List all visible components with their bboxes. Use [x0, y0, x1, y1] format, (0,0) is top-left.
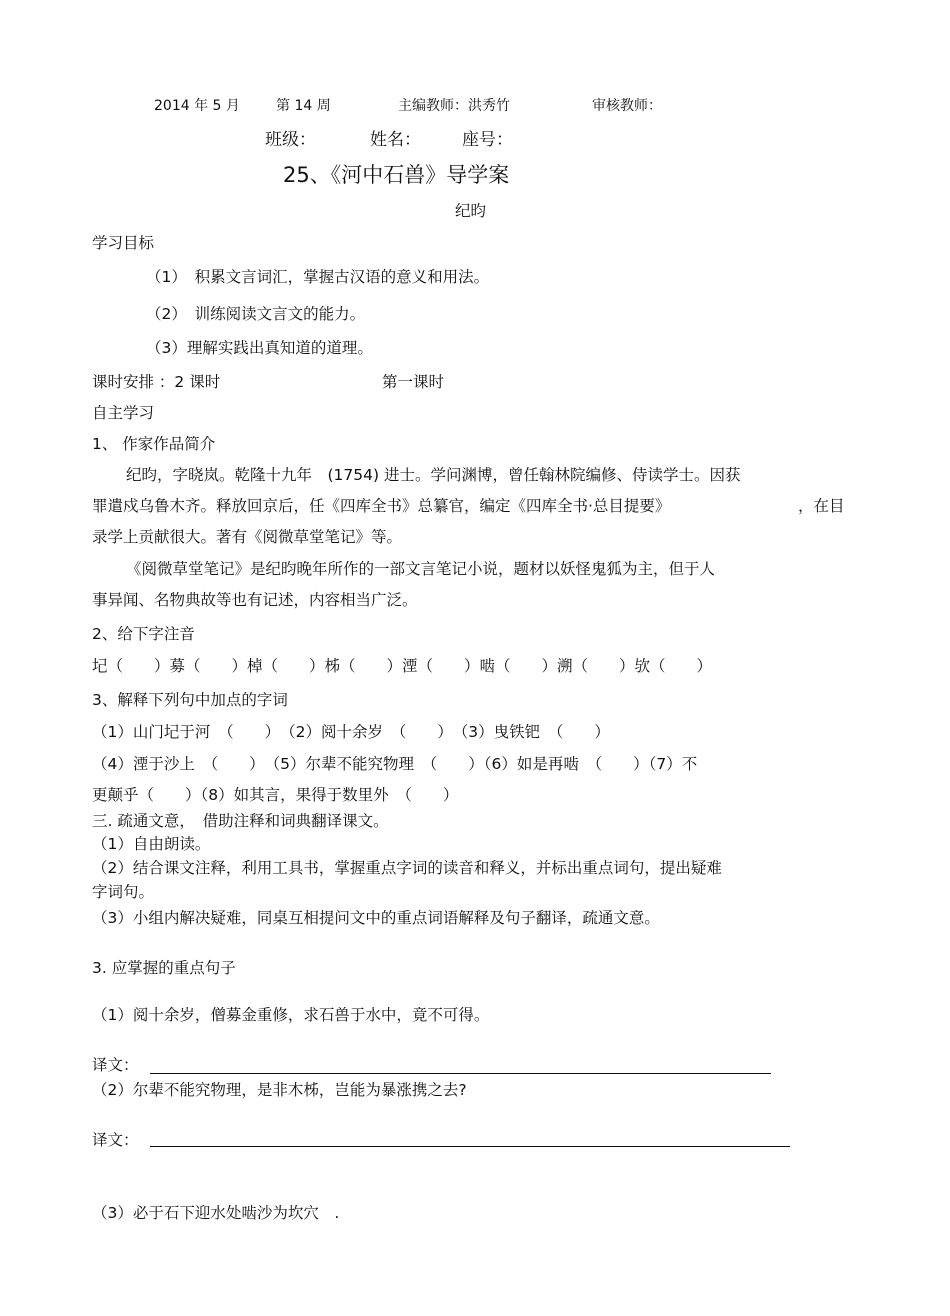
section4-item-3: （3）小组内解决疑难，同桌互相提问文中的重点词语解释及句子翻译，疏通文意。: [92, 909, 660, 927]
header-editor: 主编教师：洪秀竹: [398, 98, 510, 114]
self-study-heading: 自主学习: [92, 404, 155, 422]
objectives-heading: 学习目标: [92, 234, 155, 252]
section3-heading: 3、解释下列句中加点的字词: [92, 691, 288, 709]
key-sentence-1: （1）阅十余岁，僧募金重修，求石兽于水中，竟不可得。: [92, 1006, 490, 1024]
class-label: 班级：: [265, 130, 316, 150]
page-title: 25、《河中石兽》导学案: [283, 163, 510, 187]
section2-line: 圮（ ）募（ ）棹（ ）柹（ ）湮（ ）啮（ ）溯（ ）欤（ ）: [92, 657, 713, 675]
schedule-label: 课时安排 ：2 课时: [92, 373, 221, 391]
section1-line-3: 录学上贡献很大。著有《阅微草堂笔记》等。: [92, 528, 403, 546]
translation-answer-line-1[interactable]: [150, 1073, 771, 1074]
translation-answer-line-2[interactable]: [150, 1146, 790, 1147]
header-week: 第 14 周: [276, 98, 331, 114]
section5-heading: 3. 应掌握的重点句子: [92, 959, 236, 977]
section4-item-1: （1）自由朗读。: [92, 835, 211, 853]
name-label: 姓名：: [370, 130, 421, 150]
section1-line-1: 纪昀，字晓岚。乾隆十九年 (1754) 进士。学问渊博，曾任翰林院编修、侍读学士。因获: [126, 466, 741, 484]
section1-line-5: 事异闻、名物典故等也有记述，内容相当广泛。: [92, 591, 418, 609]
section3-line-2: （4）湮于沙上 （ ） （5）尔辈不能究物理 （ ）（6）如是再啮 （ ）（7）不: [92, 755, 698, 773]
translation-label-1: 译文：: [92, 1056, 139, 1074]
objective-1: （1） 积累文言词汇，掌握古汉语的意义和用法。: [146, 268, 490, 286]
header-reviewer: 审核教师：: [592, 98, 662, 114]
seat-label: 座号：: [462, 130, 513, 150]
author: 纪昀: [455, 202, 487, 220]
section3-line-3: 更颠乎（ ）（8）如其言，果得于数里外 （ ）: [92, 786, 459, 804]
section1-heading: 1、 作家作品简介: [92, 435, 216, 453]
objective-3: （3）理解实践出真知道的道理。: [146, 339, 373, 357]
section4-heading: 三. 疏通文意， 借助注释和词典翻译课文。: [92, 812, 389, 830]
section1-line-2-end: ，在目: [798, 497, 845, 515]
translation-label-2: 译文：: [92, 1131, 139, 1149]
section4-item-2-cont: 字词句。: [92, 883, 155, 901]
section2-heading: 2、给下字注音: [92, 625, 195, 643]
section1-line-2: 罪遣戍乌鲁木齐。释放回京后，任《四库全书》总纂官，编定《四库全书·总目提要》: [92, 497, 671, 515]
section1-line-4: 《阅微草堂笔记》是纪昀晚年所作的一部文言笔记小说，题材以妖怪鬼狐为主，但于人: [126, 560, 716, 578]
schedule-session: 第一课时: [382, 373, 445, 391]
header-date: 2014 年 5 月: [154, 98, 240, 114]
key-sentence-2: （2）尔辈不能究物理，是非木柹，岂能为暴涨携之去?: [92, 1081, 467, 1099]
objective-2: （2） 训练阅读文言文的能力。: [146, 305, 366, 323]
section4-item-2: （2）结合课文注释，利用工具书，掌握重点字词的读音和释义，并标出重点词句，提出疑难: [92, 859, 722, 877]
section3-line-1: （1）山门圮于河 （ ） （2）阅十余岁 （ ） （3）曳铁钯 （ ）: [92, 723, 610, 741]
key-sentence-3: （3）必于石下迎水处啮沙为坎穴 .: [92, 1204, 340, 1222]
